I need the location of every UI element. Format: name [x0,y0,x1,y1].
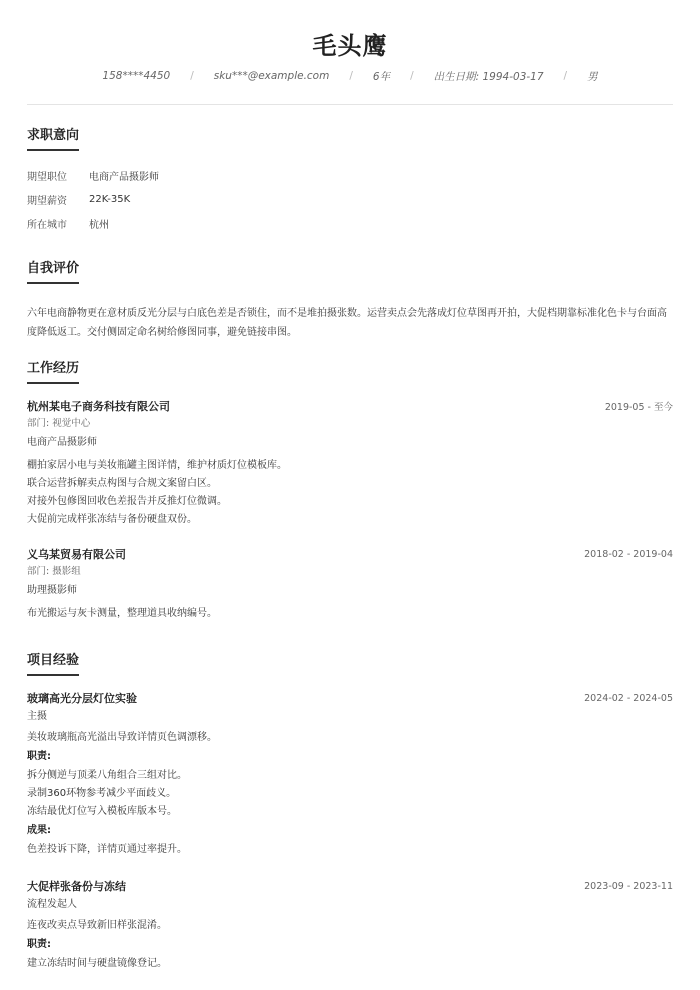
birth-date: 出生日期: 1994-03-17 [433,70,544,83]
separator: / [563,70,568,82]
entry-header [27,689,673,707]
project-name: 大促样张备份与冻结 [27,880,126,893]
project-entry [27,877,673,973]
duty-line: 布光搬运与灰卡测量，整理道具收纳编号。 [27,608,217,619]
entry-header [27,545,673,563]
entry-header [27,877,673,895]
project-description: 连夜改卖点导致新旧样张混淆。 [27,920,167,931]
duty-line: 大促前完成样张冻结与备份硬盘双份。 [27,514,197,525]
separator: / [410,70,414,82]
duty-line: 录制360环物参考减少平面歧义。 [27,788,177,799]
work-entry [27,545,673,623]
work-entry [27,397,673,529]
header-divider [27,104,673,105]
section-title: 求职意向 [27,124,79,151]
entry-header [27,397,673,415]
duty-line: 建立冻结时间与硬盘镜像登记。 [27,958,167,969]
intent-value: 22K-35K [89,193,131,205]
project-role: 流程发起人 [27,899,77,910]
separator: / [349,70,353,82]
section-title: 项目经验 [27,649,79,676]
project-name: 玻璃高光分层灯位实验 [27,692,137,705]
date-range: 2024-02 - 2024-05 [584,692,673,704]
date-range: 2019-05 - 至今 [604,402,673,413]
result-line: 色差投诉下降，详情页通过率提升。 [27,844,187,855]
gender: 男 [587,70,598,83]
company-name: 义乌某贸易有限公司 [27,548,126,561]
company-name: 杭州某电子商务科技有限公司 [27,400,170,413]
duty-line: 拆分侧逆与顶柔八角组合三组对比。 [27,770,187,781]
duties-label: 职责: [27,751,51,762]
duties-label: 职责: [27,939,51,950]
project-role: 主摄 [27,711,47,722]
section-title: 工作经历 [27,357,79,384]
self-evaluation-text: 六年电商静物更在意材质反光分层与白底色差是否锁住，而不是堆拍摄张数。运营卖点会先落成灯位草图再开拍，大促档期靠标准化色卡与台面高度降低返工。交付侧固定命名树给修图同事，避免链接串图。 [27,308,667,338]
date-range: 2023-09 - 2023-11 [584,880,673,892]
date-range: 2018-02 - 2019-04 [584,548,673,560]
project-description: 美妆玻璃瓶高光溢出导致详情页色调漂移。 [27,732,217,743]
intent-row [27,163,673,187]
phone: 158****4450 [102,70,171,82]
intent-key: 期望职位 [27,171,67,183]
intent-key: 期望薪资 [27,195,67,207]
section-self-evaluation [27,257,673,342]
section-job-intent [27,124,673,235]
duty-line: 对接外包修图回收色差报告并反推灯位微调。 [27,496,227,507]
duty-line: 冻结最优灯位写入模板库版本号。 [27,806,177,817]
department: 部门: 摄影组 [27,566,81,577]
section-title: 自我评价 [27,257,79,284]
duty-line: 联合运营拆解卖点构图与合规文案留白区。 [27,478,217,489]
intent-row [27,187,673,211]
job-title: 助理摄影师 [27,585,77,596]
results-label: 成果: [27,825,51,836]
intent-row [27,211,673,235]
experience-years: 6年 [372,70,391,83]
section-work-experience [27,357,673,623]
intent-value: 杭州 [89,219,109,231]
intent-key: 所在城市 [27,219,67,231]
contact-row [27,62,673,90]
intent-value: 电商产品摄影师 [89,171,159,183]
candidate-name: 毛头鹰 [312,32,388,60]
project-entry [27,689,673,859]
job-title: 电商产品摄影师 [27,437,97,448]
separator: / [190,70,194,82]
email: sku***@example.com [213,70,330,82]
department: 部门: 视觉中心 [27,418,91,429]
duty-line: 棚拍家居小电与美妆瓶罐主图详情，维护材质灯位模板库。 [27,460,287,471]
section-projects [27,649,673,973]
